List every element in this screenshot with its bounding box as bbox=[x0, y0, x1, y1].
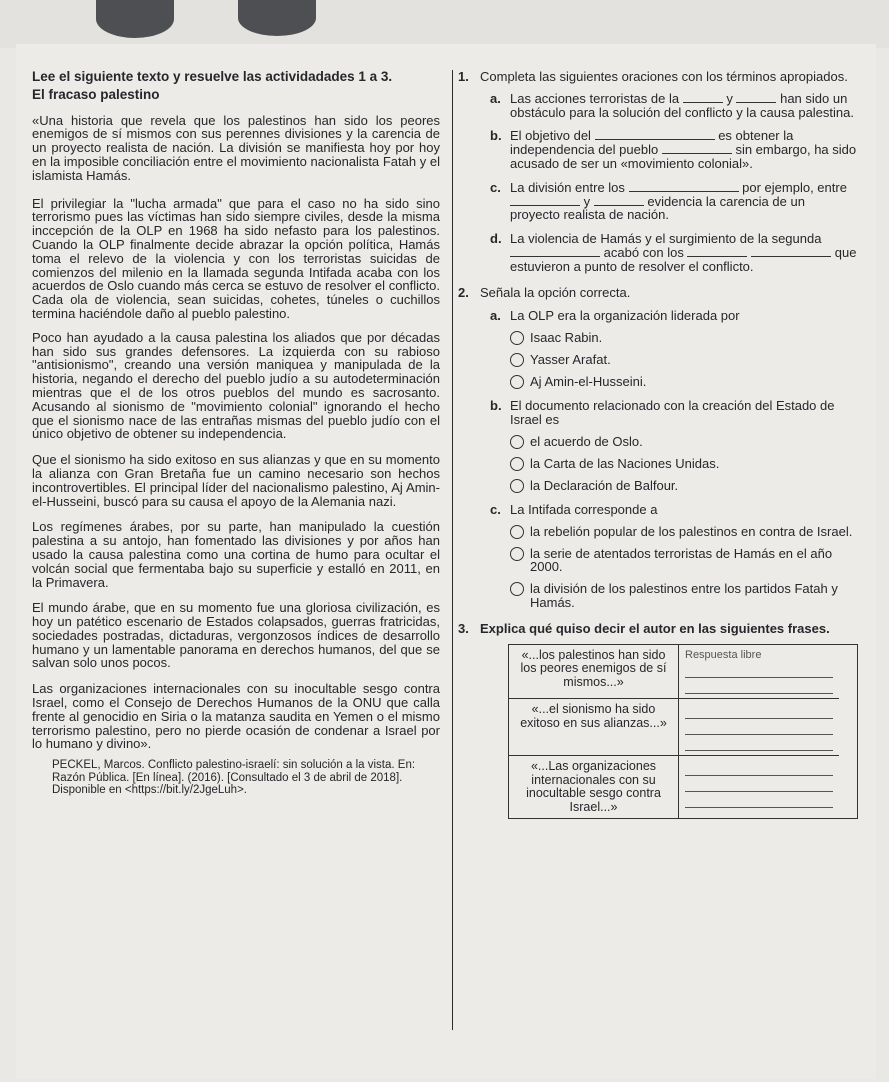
question-3 bbox=[458, 622, 858, 820]
fill-item-d bbox=[458, 232, 858, 273]
question-title bbox=[458, 286, 858, 300]
answer-line[interactable] bbox=[685, 776, 833, 792]
radio-circle-icon[interactable] bbox=[510, 525, 524, 539]
option-label: el acuerdo de Oslo. bbox=[530, 433, 643, 449]
reading-title: El fracaso palestino bbox=[32, 86, 160, 102]
option[interactable] bbox=[458, 525, 858, 539]
activities-column bbox=[458, 70, 858, 819]
item-text: y bbox=[726, 90, 733, 106]
option[interactable] bbox=[458, 479, 858, 493]
answer-blank[interactable] bbox=[687, 246, 747, 257]
option-label: Aj Amin-el-Husseini. bbox=[530, 374, 647, 390]
item-text: que estuvieron a punto de resolver el conflicto. bbox=[510, 244, 857, 274]
reading-paragraph: Que el sionismo ha sido exitoso en sus alianzas y que en su momento la alianza con Gran Bretaña fue un camino necesario son hechos incontrovertibles. El principal líder del nacionalismo palestino, Aj Amin-el-Husseini, buscó para su causa el apoyo de la Alemania nazi. bbox=[32, 452, 440, 509]
radio-circle-icon[interactable] bbox=[510, 435, 524, 449]
item-letter: a. bbox=[490, 90, 501, 106]
reading-paragraph: Las organizaciones internacionales con su inocultable sesgo contra Israel, como el Consejo de Derechos Humanos de la ONU que calla frente al genocidio en Siria o la matanza saudita en Yemen o el mismo terrorismo palestino, pero no pierde ocasión de condenar a Israel por lo humano y divino». bbox=[32, 681, 440, 752]
quote-cell: «...Las organizaciones internacionales con su inocultable sesgo contra Israel...» bbox=[509, 756, 679, 818]
item-letter: c. bbox=[490, 179, 501, 195]
answer-blank[interactable] bbox=[594, 195, 644, 206]
answer-cell[interactable] bbox=[679, 699, 839, 756]
option[interactable] bbox=[458, 331, 858, 345]
item-text: por ejemplo, entre bbox=[742, 179, 847, 195]
answer-blank[interactable] bbox=[510, 195, 580, 206]
radio-circle-icon[interactable] bbox=[510, 547, 524, 561]
reading-paragraph: El mundo árabe, que en su momento fue una gloriosa civilización, es hoy un patético escenario de Estados colapsados, guerras fratricidas, sociedades postradas, dictaduras, vergonzosos índices de desarrollo humano y un lamentable panorama en derechos humanos, del que se salvan solo unos pocos. bbox=[32, 600, 440, 671]
reading-column bbox=[32, 70, 440, 797]
answer-line[interactable] bbox=[685, 760, 833, 776]
radio-circle-icon[interactable] bbox=[510, 375, 524, 389]
answer-cell[interactable] bbox=[679, 645, 839, 700]
answer-line[interactable] bbox=[685, 735, 833, 751]
option[interactable] bbox=[458, 457, 858, 471]
reading-paragraph: Los regímenes árabes, por su parte, han manipulado la cuestión palestina a su antojo, han fomentado las divisiones y por años han usado la causa palestina como una cortina de humo para ocultar el volcán social que fermentaba bajo su superficie y estalló en 2011, en la Primavera. bbox=[32, 519, 440, 590]
item-letter: b. bbox=[490, 398, 502, 414]
reading-paragraph: El privilegiar la "lucha armada" que para el caso no ha sido sino terrorismo pues las víctimas han sido siempre civiles, desde la misma inccepción de la OLP en 1968 ha sido nefasto para los palestinos. Cuando la OLP finalmente decide abrazar la opción política, Hamás toma el relevo de la violencia y con los terroristas suicidas de comienzos del milenio en la llamada segunda Intifada acaba con los acuerdos de Oslo cuando más cerca se estuvo de resolver el conflicto. Cada ola de violencia, sean suicidas, cohetes, túneles o cuchillos termina haciéndole daño al pueblo palestino. bbox=[32, 195, 440, 321]
choice-group-b bbox=[458, 399, 858, 427]
question-title bbox=[458, 622, 858, 636]
item-stem: La OLP era la organización liderada por bbox=[510, 308, 740, 324]
answer-line[interactable] bbox=[685, 703, 833, 719]
answer-header: Respuesta libre bbox=[685, 648, 762, 661]
question-number: 2. bbox=[458, 284, 469, 300]
option[interactable] bbox=[458, 582, 858, 610]
item-text: han sido un obstáculo para la solución del conflicto y la causa palestina. bbox=[510, 90, 854, 120]
answer-line[interactable] bbox=[685, 662, 833, 678]
choice-group-c bbox=[458, 503, 858, 517]
answer-blank[interactable] bbox=[751, 246, 831, 257]
option-label: la rebelión popular de los palestinos en contra de Israel. bbox=[530, 523, 853, 539]
item-text: acabó con los bbox=[603, 244, 684, 260]
option-label: la Declaración de Balfour. bbox=[530, 477, 679, 493]
item-text: y bbox=[583, 193, 591, 209]
option[interactable] bbox=[458, 375, 858, 389]
question-number: 3. bbox=[458, 620, 469, 636]
answer-blank[interactable] bbox=[683, 92, 723, 103]
answer-blank[interactable] bbox=[595, 129, 715, 140]
answer-line[interactable] bbox=[685, 678, 833, 694]
instruction: Lee el siguiente texto y resuelve las actividadades 1 a 3. bbox=[32, 69, 393, 84]
option[interactable] bbox=[458, 547, 858, 575]
question-text: Explica qué quiso decir el autor en las siguientes frases. bbox=[480, 620, 830, 636]
question-text: Completa las siguientes oraciones con los términos apropiados. bbox=[480, 69, 848, 84]
item-text: El objetivo del bbox=[510, 128, 591, 144]
book-binding-shadow bbox=[238, 0, 316, 36]
reading-paragraph: «Una historia que revela que los palestinos han sido los peores enemigos de sí mismos con sus perennes divisiones y la carencia de un proyecto realista de nación. La división se manifiesta hoy por hoy en la imposible conciliación entre el movimiento nacionalista Fatah y el islamista Hamás. bbox=[32, 112, 440, 183]
item-letter: a. bbox=[490, 308, 501, 324]
question-text: Señala la opción correcta. bbox=[480, 284, 631, 300]
answer-blank[interactable] bbox=[662, 143, 732, 154]
fill-item-b bbox=[458, 129, 858, 170]
choice-group-a bbox=[458, 309, 858, 323]
item-stem: La Intifada corresponde a bbox=[510, 501, 658, 517]
item-text: es obtener la independencia del pueblo bbox=[510, 128, 794, 158]
item-text: La violencia de Hamás y el surgimiento de la segunda bbox=[510, 231, 822, 247]
answer-blank[interactable] bbox=[629, 181, 739, 192]
radio-circle-icon[interactable] bbox=[510, 479, 524, 493]
answer-blank[interactable] bbox=[736, 92, 776, 103]
radio-circle-icon[interactable] bbox=[510, 331, 524, 345]
question-title bbox=[458, 70, 858, 84]
answer-cell[interactable] bbox=[679, 756, 839, 818]
item-text: evidencia la carencia de un proyecto realista de nación. bbox=[510, 193, 805, 223]
radio-circle-icon[interactable] bbox=[510, 582, 524, 596]
question-2 bbox=[458, 286, 858, 610]
quote-cell: «...el sionismo ha sido exitoso en sus alianzas...» bbox=[509, 699, 679, 756]
item-letter: c. bbox=[490, 501, 501, 517]
option[interactable] bbox=[458, 353, 858, 367]
item-text: sin embargo, ha sido acusado de ser un «movimiento colonial». bbox=[510, 142, 857, 171]
answer-blank[interactable] bbox=[510, 246, 600, 257]
option-label: la división de los palestinos entre los partidos Fatah y Hamás. bbox=[530, 581, 838, 610]
option-label: la Carta de las Naciones Unidas. bbox=[530, 455, 720, 471]
option-label: Isaac Rabin. bbox=[530, 330, 603, 346]
item-text: Las acciones terroristas de la bbox=[510, 90, 680, 106]
item-letter: d. bbox=[490, 231, 502, 247]
answer-line[interactable] bbox=[685, 792, 833, 808]
reading-paragraph: Poco han ayudado a la causa palestina los aliados que por décadas han sido sus grandes defensores. La izquierda con su rabioso "antisionismo", creando una versión maniquea y manipulada de la historia, negando el derecho del pueblo judío a su autodeterminación mientras que el de los otros pueblos del mundo es sacrosanto. Acusando al sionismo de "movimiento colonial" ignorando el hecho que el sionismo nace de las entrañas mismas del pueblo judío con el único objetivo de obtener su independencia. bbox=[32, 329, 440, 442]
radio-circle-icon[interactable] bbox=[510, 353, 524, 367]
question-1 bbox=[458, 70, 858, 274]
option[interactable] bbox=[458, 435, 858, 449]
book-binding-shadow bbox=[96, 0, 174, 38]
explanation-table bbox=[508, 644, 858, 820]
fill-item-a bbox=[458, 92, 858, 120]
option-label: Yasser Arafat. bbox=[530, 352, 611, 368]
item-letter: b. bbox=[490, 128, 502, 144]
item-text: La división entre los bbox=[510, 179, 625, 195]
quote-cell: «...los palestinos han sido los peores enemigos de sí mismos...» bbox=[509, 645, 679, 700]
citation: PECKEL, Marcos. Conflicto palestino-israelí: sin solución a la vista. En: Razón Pública. [En línea]. (2016). [Consultado el 3 de abril de 2018]. Disponible en <https://bit.ly/2JgeLuh>. bbox=[52, 759, 416, 797]
answer-line[interactable] bbox=[685, 719, 833, 735]
item-stem: El documento relacionado con la creación del Estado de Israel es bbox=[510, 398, 835, 427]
radio-circle-icon[interactable] bbox=[510, 457, 524, 471]
column-divider bbox=[452, 70, 453, 1030]
question-number: 1. bbox=[458, 69, 469, 84]
option-label: la serie de atentados terroristas de Hamás en el año 2000. bbox=[530, 545, 833, 575]
fill-item-c bbox=[458, 181, 858, 222]
